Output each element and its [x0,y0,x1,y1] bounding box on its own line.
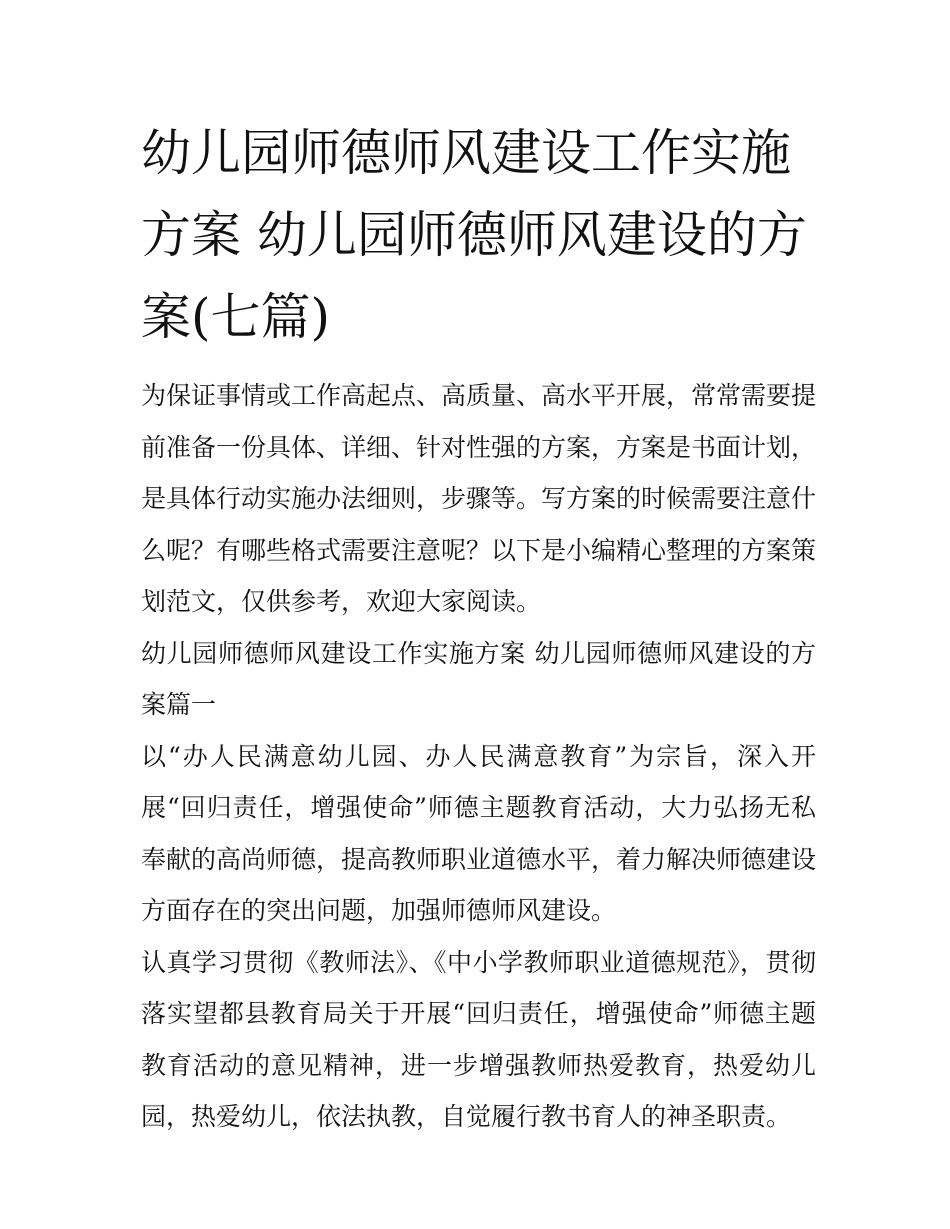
document-content [141,112,816,1143]
intro-paragraph: 为保证事情或工作高起点、高质量、高水平开展，常常需要提前准备一份具体、详细、针对性强的方案，方案是书面计划，是具体行动实施办法细则，步骤等。写方案的时候需要注意什么呢？有哪些格式需要注意呢？以下是小编精心整理的方案策划范文，仅供参考，欢迎大家阅读。 [141,381,817,616]
study-paragraph: 认真学习贯彻《教师法》、《中小学教师职业道德规范》，贯彻落实望都县教育局关于开展“回归责任，增强使命”师德主题教育活动的意见精神，进一步增强教师热爱教育，热爱幼儿园，热爱幼儿，依法执教，自觉履行教书育人的神圣职责。 [141,947,816,1131]
purpose-paragraph: 以“办人民满意幼儿园、办人民满意教育”为宗旨，深入开展“回归责任，增强使命”师德主题教育活动，大力弘扬无私奉献的高尚师德，提高教师职业道德水平，着力解决师德建设方面存在的突出问题，加强师德师风建设。 [141,741,817,925]
document-title: 幼儿园师德师风建设工作实施方案 幼儿园师德师风建设的方案(七篇) [141,124,807,346]
section-heading: 幼儿园师德师风建设工作实施方案 幼儿园师德师风建设的方案篇一 [141,638,816,719]
